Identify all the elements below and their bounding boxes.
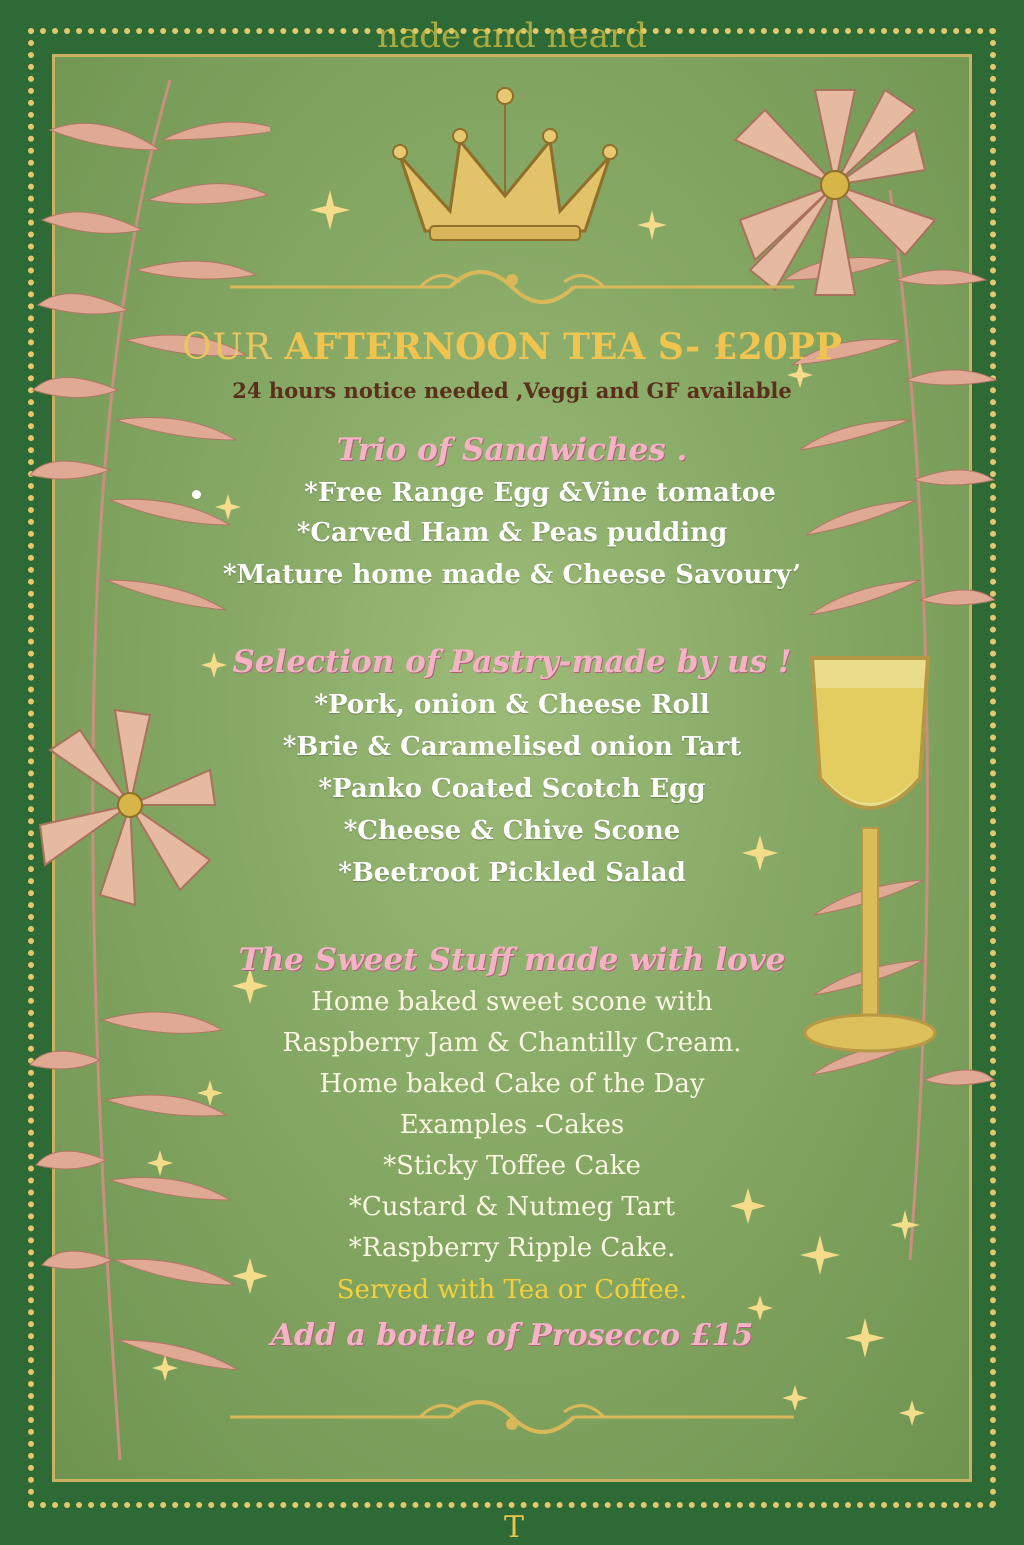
prosecco-offer: Add a bottle of Prosecco £15 — [270, 1318, 754, 1353]
sweet-line-6: *Custard & Nutmeg Tart — [348, 1192, 676, 1222]
pastry-item-2: *Brie & Caramelised onion Tart — [282, 732, 742, 762]
sweet-line-1: Home baked sweet scone with — [311, 987, 713, 1017]
title-prefix: OUR — [182, 327, 285, 368]
sandwich-item-2: *Carved Ham & Peas pudding — [296, 518, 728, 548]
sandwiches-heading: Trio of Sandwiches . — [336, 432, 688, 468]
pastry-item-4: *Cheese & Chive Scone — [343, 816, 681, 846]
bottom-mark: T — [504, 1510, 525, 1545]
pastry-item-5: *Beetroot Pickled Salad — [338, 858, 686, 888]
served-with-text: Served with Tea or Coffee. — [336, 1275, 688, 1305]
sweet-heading: The Sweet Stuff made with love — [238, 942, 786, 978]
pastry-item-1: *Pork, onion & Cheese Roll — [314, 690, 710, 720]
faded-header-text: nade and neard — [377, 16, 647, 56]
notice-text: 24 hours notice needed ,Veggi and GF available — [232, 378, 792, 403]
title-main: AFTERNOON TEA S- £20PP — [284, 326, 842, 368]
sweet-line-5: *Sticky Toffee Cake — [383, 1151, 641, 1181]
sweet-line-2: Raspberry Jam & Chantilly Cream. — [282, 1028, 742, 1058]
sweet-line-7: *Raspberry Ripple Cake. — [348, 1233, 676, 1263]
sandwich-item-1: *Free Range Egg &Vine tomatoe — [304, 478, 776, 508]
sweet-line-4: Examples -Cakes — [399, 1110, 625, 1140]
menu-title — [0, 326, 1024, 368]
pastry-item-3: *Panko Coated Scotch Egg — [318, 774, 706, 804]
sweet-line-3: Home baked Cake of the Day — [319, 1069, 705, 1099]
pastry-heading: Selection of Pastry-made by us ! — [232, 644, 792, 680]
sandwich-item-3: *Mature home made & Cheese Savoury’ — [222, 560, 802, 590]
